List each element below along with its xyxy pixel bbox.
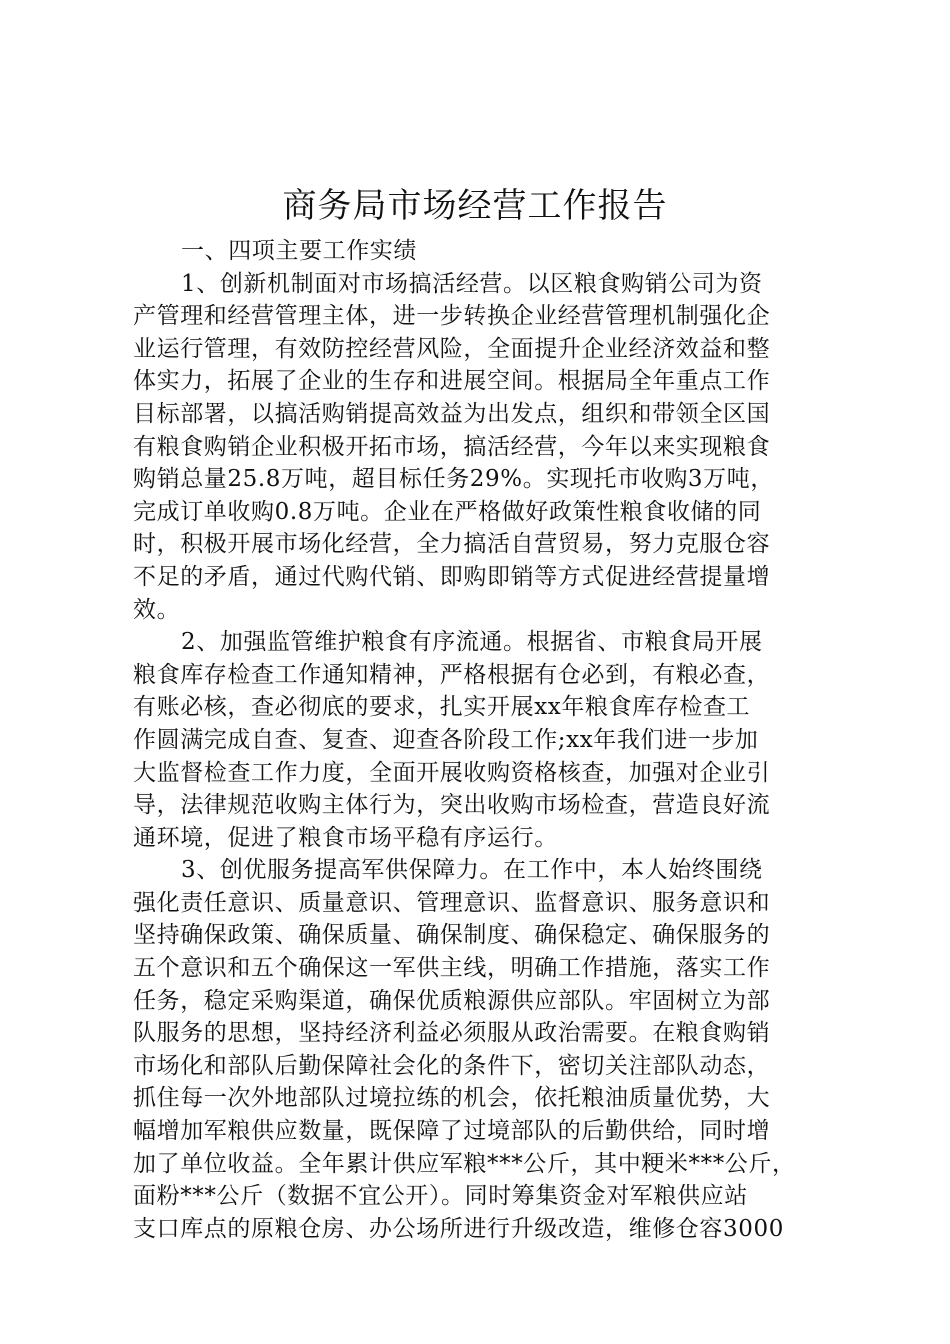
body-line: 不足的矛盾，通过代购代销、即购即销等方式促进经营提量增 xyxy=(133,563,771,590)
body-line: 效。 xyxy=(133,596,181,623)
body-line: 完成订单收购0.8万吨。企业在严格做好政策性粮食收储的同 xyxy=(133,498,762,525)
body-line: 支口库点的原粮仓房、办公场所进行升级改造，维修仓容3000 xyxy=(133,1215,784,1242)
body-line: 时，积极开展市场化经营，全力搞活自营贸易，努力克服仓容 xyxy=(133,531,771,558)
body-line: 产管理和经营管理主体，进一步转换企业经营管理机制强化企 xyxy=(133,303,771,330)
body-line: 队服务的思想，坚持经济利益必须服从政治需要。在粮食购销 xyxy=(133,1020,771,1047)
body-line: 3、创优服务提高军供保障力。在工作中，本人始终围绕 xyxy=(181,857,763,884)
body-line: 目标部署，以搞活购销提高效益为出发点，组织和带领全区国 xyxy=(133,400,771,427)
body-line: 加了单位收益。全年累计供应军粮***公斤，其中粳米***公斤， xyxy=(133,1150,796,1177)
body-line: 五个意识和五个确保这一军供主线，明确工作措施，落实工作 xyxy=(133,955,771,982)
body-line: 强化责任意识、质量意识、管理意识、监督意识、服务意识和 xyxy=(133,889,771,916)
body-line: 2、加强监管维护粮食有序流通。根据省、市粮食局开展 xyxy=(181,629,763,656)
body-line: 一、四项主要工作实绩 xyxy=(181,238,417,264)
body-line: 抓住每一次外地部队过境拉练的机会，依托粮油质量优势，大 xyxy=(133,1085,771,1112)
body-line: 面粉***公斤（数据不宜公开）。同时筹集资金对军粮供应站 xyxy=(133,1183,748,1210)
document-body xyxy=(133,235,833,1245)
body-line: 购销总量25.8万吨，超目标任务29%。实现托市收购3万吨， xyxy=(133,466,774,493)
body-line: 1、创新机制面对市场搞活经营。以区粮食购销公司为资 xyxy=(181,270,763,297)
body-line: 体实力，拓展了企业的生存和进展空间。根据局全年重点工作 xyxy=(133,368,771,395)
body-line: 业运行管理，有效防控经营风险，全面提升企业经济效益和整 xyxy=(133,335,771,362)
body-line: 导，法律规范收购主体行为，突出收购市场检查，营造良好流 xyxy=(133,792,771,819)
body-line: 有粮食购销企业积极开拓市场，搞活经营，今年以来实现粮食 xyxy=(133,433,771,460)
body-line: 通环境，促进了粮食市场平稳有序运行。 xyxy=(133,824,558,851)
body-line: 幅增加军粮供应数量，既保障了过境部队的后勤供给，同时增 xyxy=(133,1118,771,1145)
body-line: 任务，稳定采购渠道，确保优质粮源供应部队。牢固树立为部 xyxy=(133,987,771,1014)
body-line: 市场化和部队后勤保障社会化的条件下，密切关注部队动态， xyxy=(133,1052,771,1079)
body-line: 大监督检查工作力度，全面开展收购资格核查，加强对企业引 xyxy=(133,759,771,786)
body-line: 作圆满完成自查、复查、迎查各阶段工作;xx年我们进一步加 xyxy=(133,726,759,753)
body-line: 粮食库存检查工作通知精神，严格根据有仓必到，有粮必查， xyxy=(133,661,771,688)
body-line: 有账必核，查必彻底的要求，扎实开展xx年粮食库存检查工 xyxy=(133,694,751,721)
document-title: 商务局市场经营工作报告 xyxy=(282,186,668,226)
body-line: 坚持确保政策、确保质量、确保制度、确保稳定、确保服务的 xyxy=(133,922,771,949)
